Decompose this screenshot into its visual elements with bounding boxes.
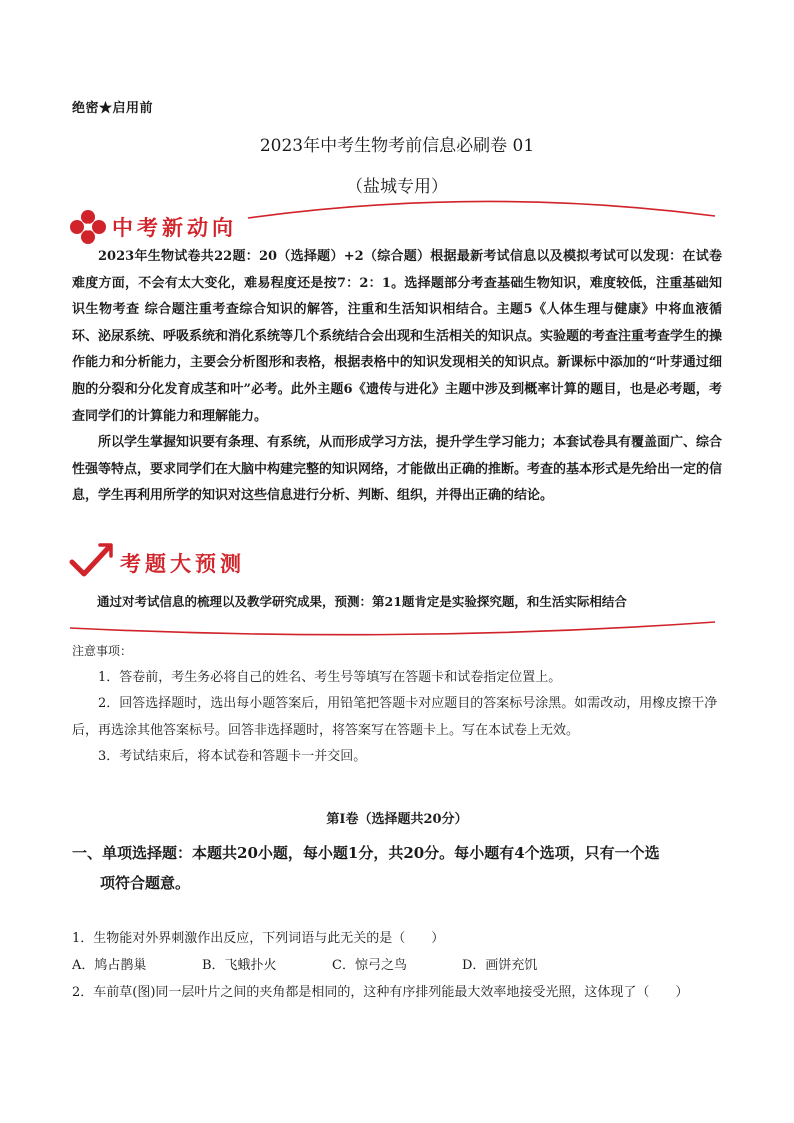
- question-1-option-a: A．鸠占鹊巢: [72, 958, 147, 973]
- page-title: 2023年中考生物考前信息必刷卷 01: [259, 136, 535, 156]
- question-1-stem: 1．生物能对外界刺激作出反应，下列词语与此无关的是（ ）: [72, 931, 445, 946]
- notice-block: [72, 638, 722, 771]
- section-new-heading: 中考新动向: [112, 216, 237, 240]
- question-2-stem: 2．车前草(图)同一层叶片之间的夹角都是相同的，这种有序排列能最大效率地接受光照，这体现了（ ）: [72, 985, 689, 1000]
- section-new-paragraph: 所以学生掌握知识要有条理、有系统，从而形成学习方法，提升学生学习能力；本套试卷具有覆盖面广、综合性强等特点，要求同学们在大脑中构建完整的知识网络，才能做出正确的推断。考查的基本形式是先给出一定的信息，学生再利用所学的知识对这些信息进行分析、判断、组织，并得出正确的结论。: [72, 435, 723, 504]
- clover-icon: [68, 208, 108, 248]
- question-1-option-d: D．画饼充饥: [462, 958, 538, 973]
- question-1-option-c: C．惊弓之鸟: [332, 958, 407, 973]
- section-predict-frame-bottom: [60, 610, 725, 640]
- part1-title: 第Ⅰ卷（选择题共20分）: [326, 812, 468, 827]
- page-subtitle: （盐城专用）: [346, 177, 448, 197]
- notice-item: 2．回答选择题时，选出每小题答案后，用铅笔把答题卡对应题目的答案标号涂黑。如需改动，用橡皮擦干净后，再选涂其他答案标号。回答非选择题时，将答案写在答题卡上。写在本试卷上无效。: [72, 696, 718, 738]
- check-arrow-icon: [68, 540, 116, 580]
- question-1-option-b: B．飞蛾扑火: [202, 958, 277, 973]
- section-predict-heading: 考题大预测: [120, 552, 245, 576]
- question-1-options: [72, 954, 592, 973]
- section-new-body: [72, 244, 722, 510]
- part1-instructions: [72, 838, 732, 898]
- notice-item: 3．考试结束后，将本试卷和答题卡一并交回。: [98, 749, 367, 765]
- section-predict-text: 通过对考试信息的梳理以及教学研究成果，预测：第21题肯定是实验探究题，和生活实际相结合: [97, 594, 627, 609]
- confidential-label: 绝密★启用前: [72, 101, 154, 116]
- notice-label: 注意事项：: [72, 644, 133, 658]
- notice-item: 1．答卷前，考生务必将自己的姓名、考生号等填写在答题卡和试卷指定位置上。: [98, 669, 562, 685]
- part1-instruction-line1: 一、单项选择题：本题共20小题，每小题1分，共20分。每小题有4个选项，只有一个选: [72, 844, 660, 862]
- section-new-paragraph: 2023年生物试卷共22题：20（选择题）+2（综合题）根据最新考试信息以及模拟考试可以发现：在试卷难度方面，不会有太大变化，难易程度还是按7：2：1。选择题部分考查基础生物知识，难度较低，注重基础知识生物考查 综合题注重考查综合知识的解答，注重和生活知识相结合。主题5《人体生理与健康》中将血液循环、泌尿系统、呼吸系统和消化系统等几个系统结合会出现和生活相关的知识点。实验题的考查注重考查学生的操作能力和分析能力，主要会分析图形和表格，根据表格中的知识发现相关的知识点。新课标中添加的“叶芽通过细胞的分裂和分化发育成茎和叶”必考。此外主题6《遗传与进化》主题中涉及到概率计算的题目，也是必考题，考查同学们的计算能力和理解能力。: [72, 249, 723, 424]
- part1-instruction-line2: 项符合题意。: [100, 874, 191, 892]
